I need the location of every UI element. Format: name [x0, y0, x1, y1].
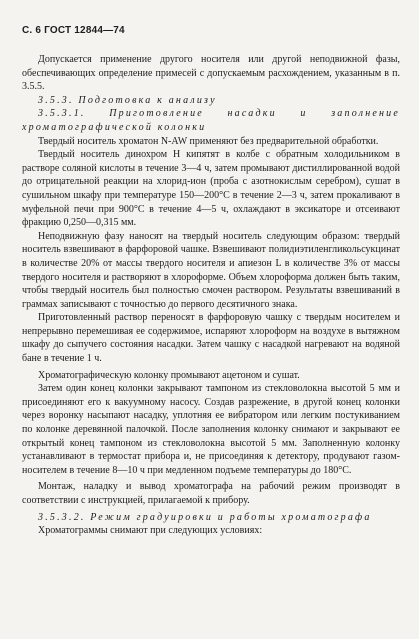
- paragraph-9: Затем один конец колонки закрывают тампоном из стекловолокна высотой 5 мм и присоединяют его к вакуумному насосу. Создав разрежение, в другой конец колонки через воронку насыпают насадку, уплотняя ее вибратором или легким постукиванием по колонке деревянной палочкой. После заполнения колонку снимают и закрывают ее открытый конец тампоном из стекловолокна высотой 5 мм. Заполненную колонку устанавливают в термостат прибора и, не присоединяя к детектору, продувают газом-носителем в течение 8—10 ч при медленном подъеме температуры до 180°С.: [22, 383, 400, 476]
- page-header: С. 6 ГОСТ 12844—74: [22, 25, 125, 36]
- body-text: [22, 53, 400, 538]
- paragraph-8: Хроматографическую колонку промывают ацетоном и сушат.: [38, 369, 300, 381]
- paragraph-2: 3.5.3. Подготовка к анализу: [38, 94, 217, 106]
- paragraph-4: Твердый носитель хроматон N-AW применяют без предварительной обработки.: [38, 135, 379, 147]
- paragraph-6: Неподвижную фазу наносят на твердый носитель следующим образом: твердый носитель взвешивают в фарфоровой чашке. Взвешивают полидиэтиленгликольсукцинат в количестве 20% от массы твердого носителя и апиезон L в количестве 3% от массы твердого носителя и растворяют в хлороформе. Объем хлороформа должен быть таким, чтобы твердый носитель был полностью смочен раствором. Результаты взвешиваний в граммах записывают с точностью до первого десятичного знака.: [22, 230, 400, 310]
- paragraph-7: Приготовленный раствор переносят в фарфоровую чашку с твердым носителем и непрерывно перемешивая ее содержимое, испаряют хлороформ на воздухе в вытяжном шкафу до сыпучего состояния насадки. Затем чашку с насадкой нагревают на водяной бане в течение 1 ч.: [22, 312, 400, 365]
- paragraph-12: Хроматограммы снимают при следующих условиях:: [38, 525, 263, 537]
- paragraph-10: Монтаж, наладку и вывод хроматографа на рабочий режим производят в соответствии с инструкцией, прилагаемой к прибору.: [22, 481, 400, 506]
- paragraph-11: 3.5.3.2. Режим градуировки и работы хроматографа: [38, 511, 372, 523]
- paragraph-1: Допускается применение другого носителя или другой неподвижной фазы, обеспечивающих определение примесей с допускаемым расхождением, указанным в п. 3.5.5.: [22, 54, 400, 93]
- paragraph-5: Твердый носитель динохром Н кипятят в колбе с обратным холодильником в растворе соляной кислоты в течение 3—4 ч, затем промывают дистиллированной водой до отрицательной реакции на хлорид-ион (проба с азотнокислым серебром), сушат в сушильном шкафу при температуре 150—200°С в течение 2—3 ч, затем прокаливают в муфельной печи при 900°С в течение 4—5 ч, охлаждают в эксикаторе и отсеивают фракцию 0,250—0,315 мм.: [22, 149, 400, 229]
- paragraph-3: 3.5.3.1. Приготовление насадки и заполнение хроматографической колонки: [22, 108, 400, 133]
